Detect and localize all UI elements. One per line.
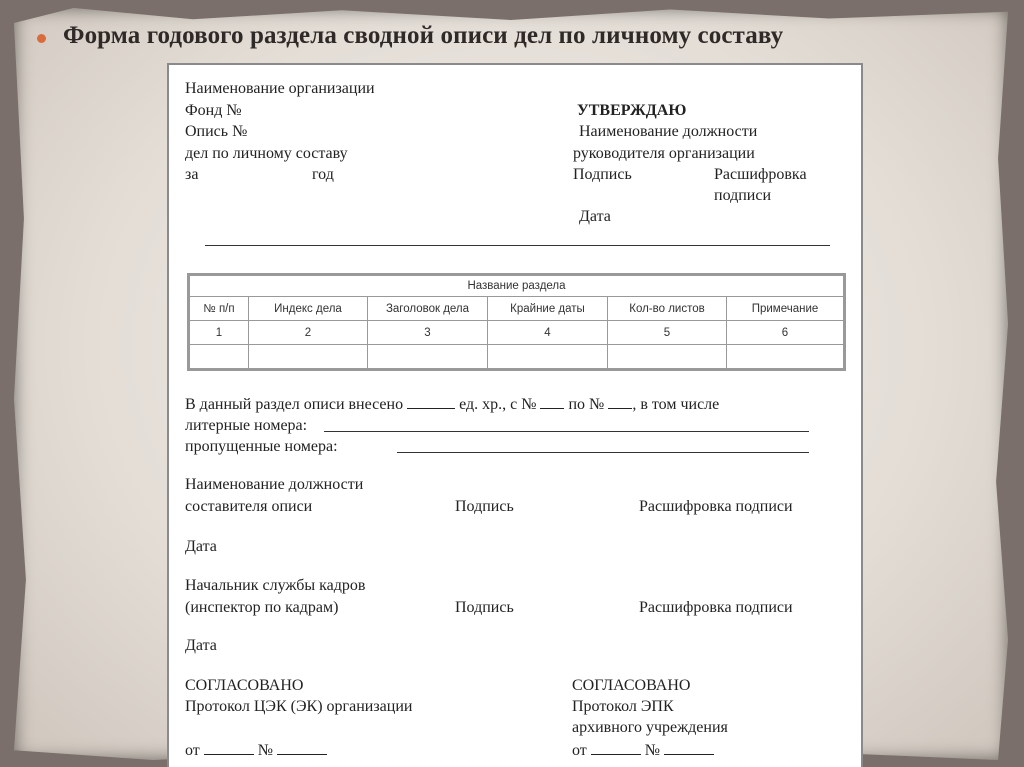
- table-empty-row: [189, 345, 845, 370]
- col-header-index: Индекс дела: [249, 297, 368, 321]
- empty-cell: [488, 345, 608, 370]
- col-header-title: Заголовок дела: [368, 297, 488, 321]
- empty-cell: [608, 345, 727, 370]
- empty-cell: [727, 345, 845, 370]
- agreed-right-archive: архивного учреждения: [572, 719, 728, 736]
- hr-head-position: Начальник службы кадров: [185, 577, 366, 594]
- col-header-note: Примечание: [727, 297, 845, 321]
- hr-head-decode: Расшифровка подписи: [639, 599, 793, 616]
- from-number-blank: [540, 394, 564, 409]
- section-title-cell: Название раздела: [189, 275, 845, 297]
- col-header-sheets: Кол-во листов: [608, 297, 727, 321]
- agreed-left-date-blank: [204, 740, 254, 755]
- year-god-label: год: [312, 166, 334, 183]
- compiler-title: составителя описи: [185, 498, 313, 515]
- summary-line: [185, 394, 719, 415]
- approve-position-org: руководителя организации: [573, 145, 755, 162]
- agreed-right-number-blank: [664, 740, 714, 755]
- col-number-cell: 5: [608, 321, 727, 345]
- inventory-form: [167, 63, 863, 767]
- summary-part-2: ед. хр., с №: [459, 396, 537, 413]
- summary-part-4: , в том числе: [632, 396, 720, 413]
- hr-head-inspector: (инспектор по кадрам): [185, 599, 339, 616]
- summary-part-3: по №: [568, 396, 605, 413]
- approve-position: Наименование должности: [579, 123, 758, 140]
- empty-cell: [249, 345, 368, 370]
- agreed-right-date-blank: [591, 740, 641, 755]
- approve-decode-2: подписи: [714, 187, 772, 204]
- compiler-decode: Расшифровка подписи: [639, 498, 793, 515]
- col-number-cell: 6: [727, 321, 845, 345]
- missing-numbers-line: [397, 452, 809, 453]
- compiler-signature: Подпись: [455, 498, 514, 515]
- inventory-label: Опись №: [185, 123, 248, 140]
- col-header-dates: Крайние даты: [488, 297, 608, 321]
- section-table: [187, 273, 846, 371]
- hr-head-date: Дата: [185, 637, 217, 654]
- col-number-cell: 2: [249, 321, 368, 345]
- personnel-label: дел по личному составу: [185, 145, 348, 162]
- agreed-left-ot: от: [185, 742, 200, 759]
- year-za-label: за: [185, 166, 199, 183]
- summary-part-1: В данный раздел описи внесено: [185, 396, 404, 413]
- table-header-row: [189, 297, 845, 321]
- header-divider: [205, 245, 830, 246]
- bullet-icon: [37, 34, 46, 43]
- fund-label: Фонд №: [185, 102, 242, 119]
- col-number-cell: 4: [488, 321, 608, 345]
- approve-date: Дата: [579, 208, 611, 225]
- col-header-number: № п/п: [189, 297, 249, 321]
- compiler-date: Дата: [185, 538, 217, 555]
- col-number-cell: 3: [368, 321, 488, 345]
- agreed-left-protocol: Протокол ЦЭК (ЭК) организации: [185, 698, 413, 715]
- count-blank: [407, 394, 455, 409]
- agreed-left-number-blank: [277, 740, 327, 755]
- approve-decode-1: Расшифровка: [714, 166, 807, 183]
- empty-cell: [189, 345, 249, 370]
- to-number-blank: [608, 394, 632, 409]
- approve-signature: Подпись: [573, 166, 632, 183]
- missing-numbers-label: пропущенные номера:: [185, 438, 338, 455]
- agreed-left-date-line: [185, 740, 327, 761]
- empty-cell: [368, 345, 488, 370]
- agreed-right-date-line: [572, 740, 714, 761]
- agreed-left-num: №: [257, 742, 274, 759]
- literal-numbers-line: [324, 431, 809, 432]
- agreed-right-protocol: Протокол ЭПК: [572, 698, 674, 715]
- slide-title: Форма годового раздела сводной описи дел по личному составу: [63, 22, 784, 49]
- agreed-right-title: СОГЛАСОВАНО: [572, 677, 691, 694]
- approve-title: УТВЕРЖДАЮ: [577, 102, 687, 119]
- agreed-right-ot: от: [572, 742, 587, 759]
- literal-numbers-label: литерные номера:: [185, 417, 308, 434]
- hr-head-signature: Подпись: [455, 599, 514, 616]
- agreed-right-num: №: [644, 742, 661, 759]
- col-number-cell: 1: [189, 321, 249, 345]
- org-name-label: Наименование организации: [185, 80, 375, 97]
- agreed-left-title: СОГЛАСОВАНО: [185, 677, 304, 694]
- compiler-position: Наименование должности: [185, 476, 364, 493]
- table-number-row: [189, 321, 845, 345]
